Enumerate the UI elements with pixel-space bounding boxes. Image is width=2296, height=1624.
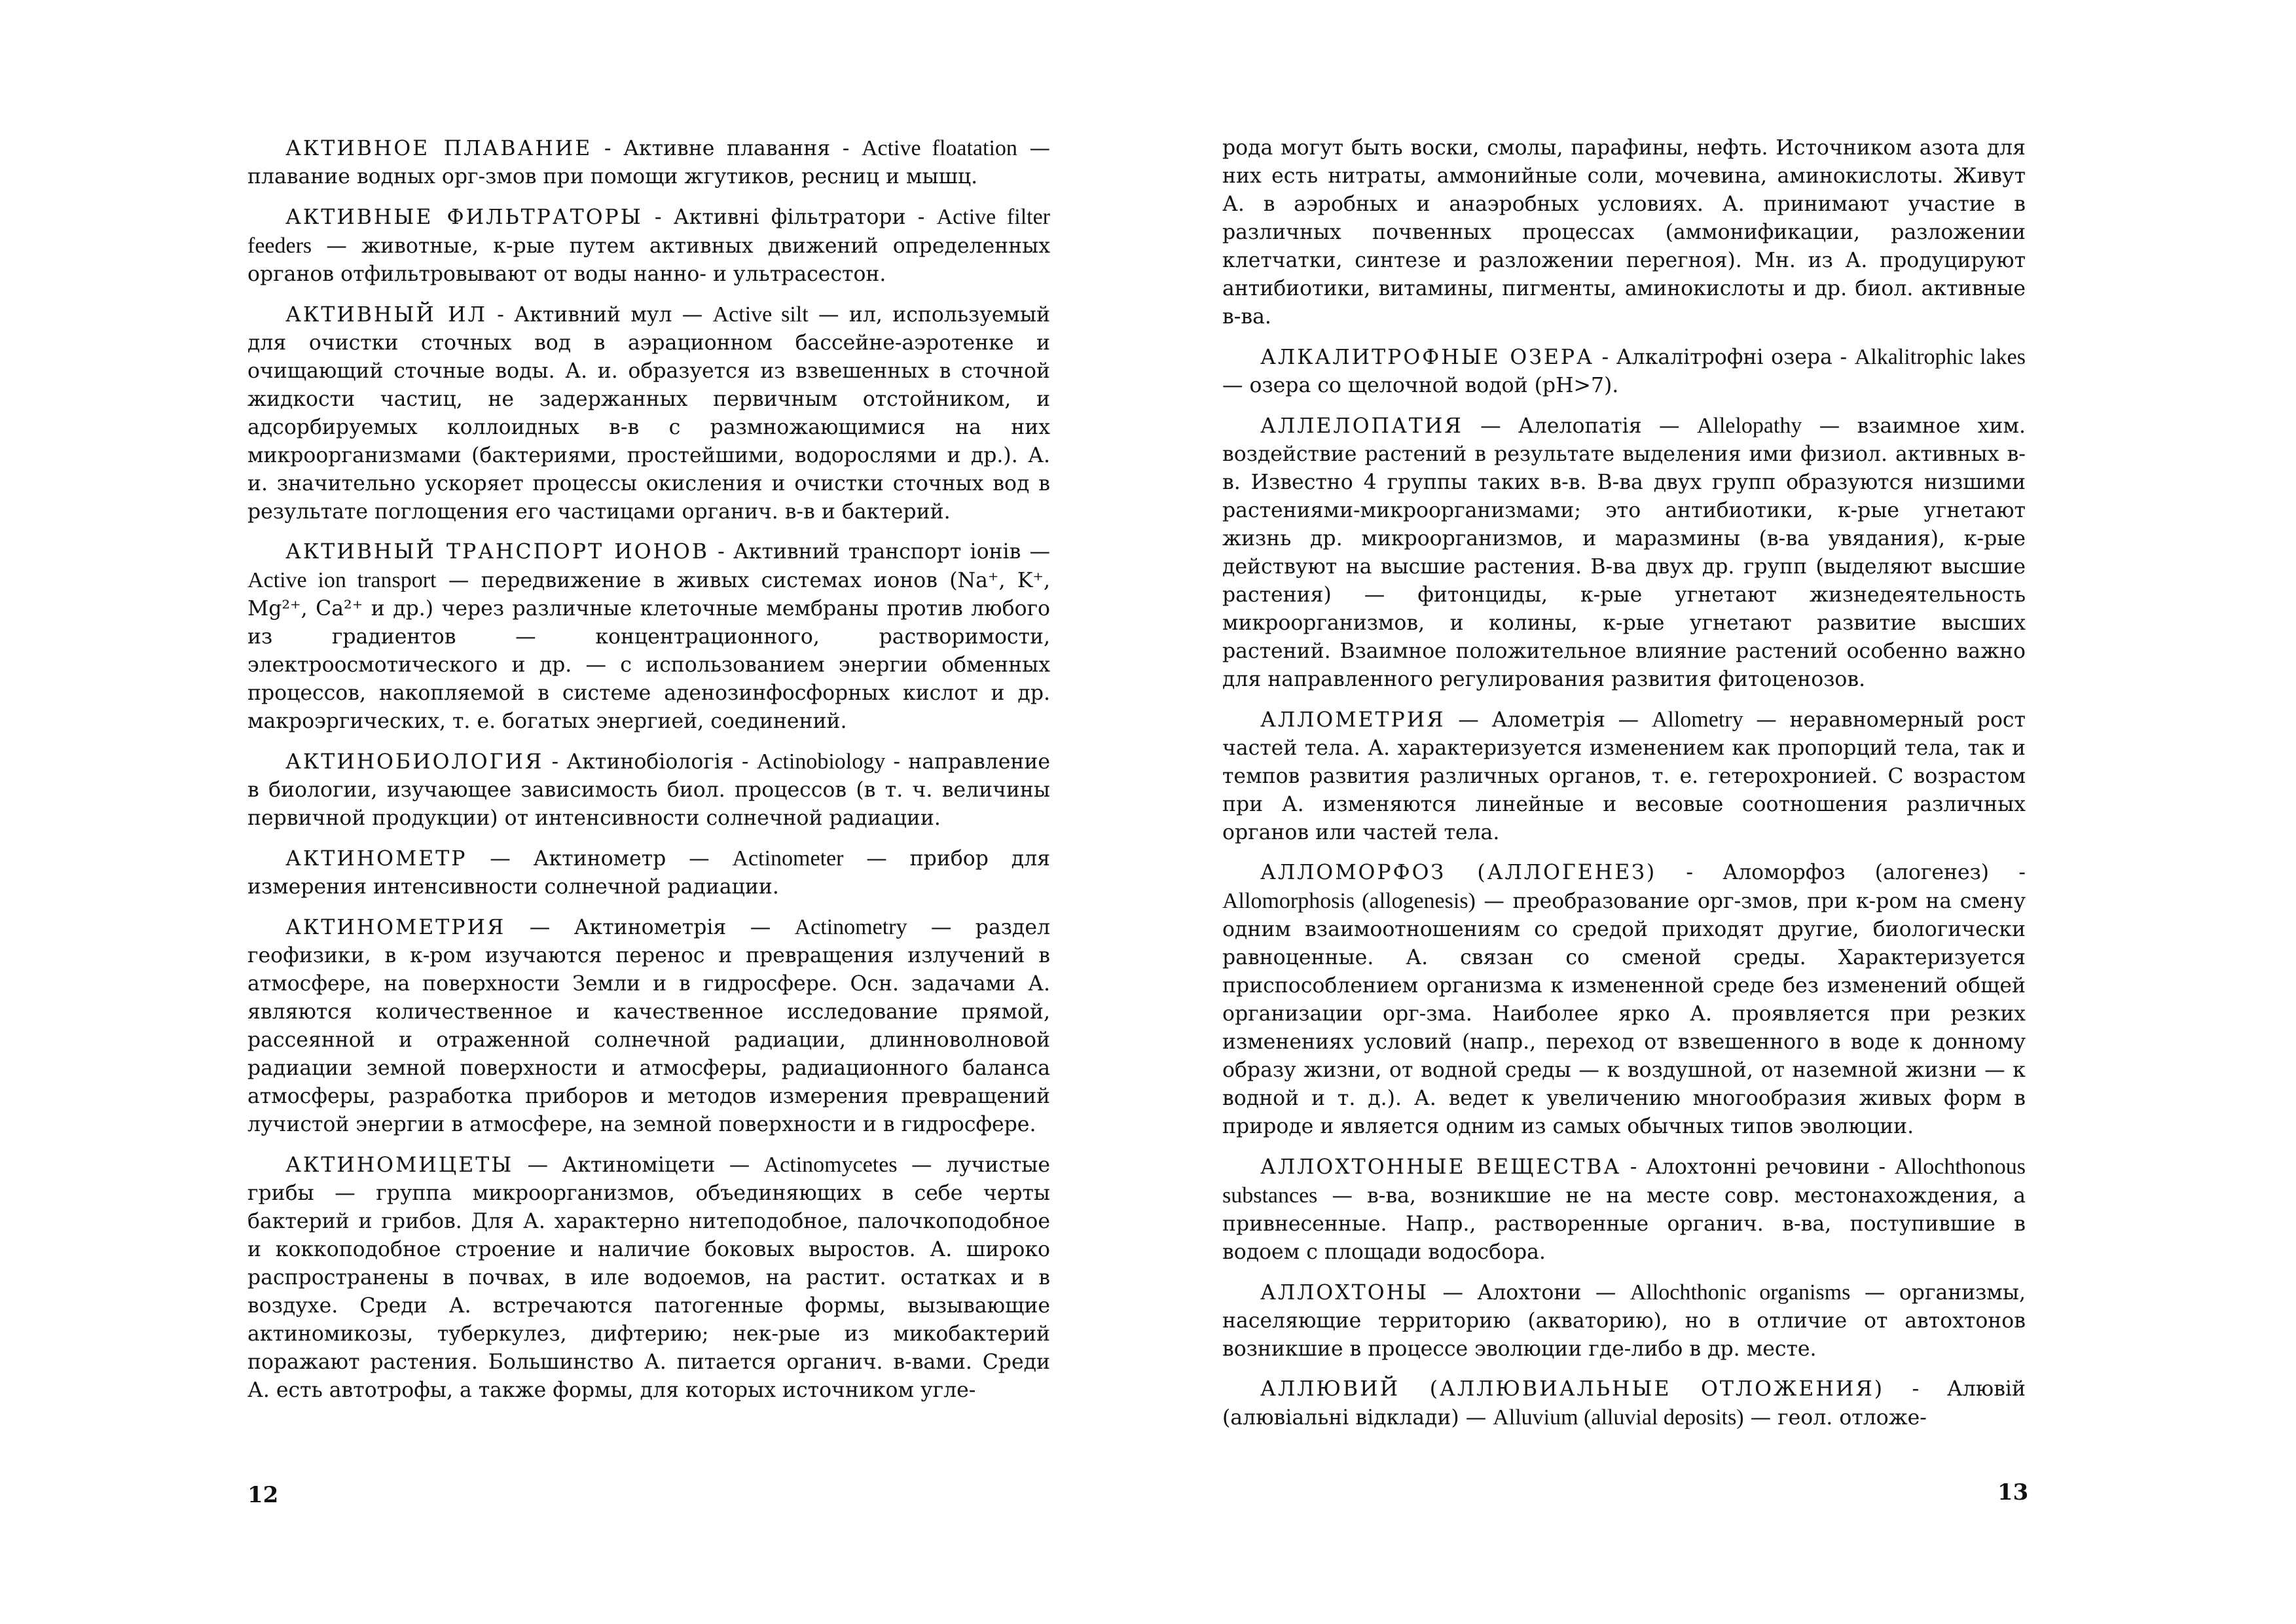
entry-ukrainian: — Алометрія — <box>1445 708 1652 732</box>
entry-headword: АЛЛОМОРФОЗ (АЛЛОГЕНЕЗ) <box>1260 861 1657 884</box>
entry-english: Alluvium (alluvial deposits) <box>1493 1405 1744 1430</box>
entry-headword: АЛЛОМЕТРИЯ <box>1260 708 1446 732</box>
entry-ukrainian: - Аломорфоз (алогенез) - <box>1656 861 2026 884</box>
entry-definition: — раздел геофизики, в к-ром изучаются перенос и превращения излучений в атмосфере, на поверхности Земли и в гидросфере. Осн. задачами А. являются количественное и качественное исследование прямой, рассеянной и отраженной солнечной радиации, длинноволновой радиации земной поверхности и атмосферы, радиационного баланса атмосферы, разработка приборов и методов измерения превращений лучистой энергии в атмосфере, на земной поверхности и в гидросфере. <box>247 916 1050 1136</box>
entry-definition: — взаимное хим. воздействие растений в результате выделения ими физиол. активных в-в. Известно 4 группы таких в-в. В-ва двух групп образуются низшими растениями-микроорганизмами; это антибиотики, к-рые угнетают жизнь др. микроорганизмов, и маразмины (в-ва увядания), к-рые действуют на высшие растения. В-ва двух др. групп (выделяют высшие растения) — фитонциды, к-рые угнетают жизнедеятельность микроорганизмов, и колины, к-рые угнетают развитие высших растений. Взаимное положительное влияние растений особенно важно для направленного регулирования развития фитоценозов. <box>1222 414 2026 691</box>
entry-allochthonous-substances <box>1222 1153 2026 1267</box>
entry-english: Allomorphosis (allogenesis) <box>1222 889 1476 913</box>
entry-definition: — лучистые грибы — группа микроорганизмов, объединяющих в себе черты бактерий и грибов. Для А. характерно нитеподобное, палочкоподобное и коккоподобное строение и наличие боковых выростов. А. широко распространены в почвах, в иле водоемов, на растит. остатках и в воздухе. Среди А. встречаются патогенные формы, вызывающие актиномикозы, туберкулез, дифтерию; нек-рые из микобактерий поражают растения. Большинство А. питается органич. в-вами. Среди А. есть автотрофы, а также формы, для которых источником угле- <box>247 1153 1051 1402</box>
entry-headword: АКТИНОМИЦЕТЫ <box>285 1153 514 1177</box>
page-number: 12 <box>247 1482 279 1508</box>
entry-headword: АЛКАЛИТРОФНЫЕ ОЗЕРА <box>1260 346 1594 369</box>
entry-active-ion-transport <box>247 538 1050 736</box>
entry-headword: АКТИВНОЕ ПЛАВАНИЕ <box>285 137 592 160</box>
entry-active-silt <box>247 300 1050 526</box>
entry-ukrainian: - Алохтонні речовини - <box>1621 1155 1895 1179</box>
entry-ukrainian: — Алелопатія — <box>1463 414 1697 438</box>
entry-english: Actinomycetes <box>763 1153 898 1177</box>
entry-definition: — озера со щелочной водой (pH>7). <box>1222 374 1619 397</box>
entry-active-swimming <box>247 134 1050 191</box>
entry-actinomycetes <box>247 1151 1050 1405</box>
entry-allometry <box>1222 706 2026 847</box>
entry-headword: АКТИВНЫЙ ТРАНСПОРТ ИОНОВ <box>285 540 709 564</box>
entry-definition: — прибор для измерения интенсивности солнечной радиации. <box>247 847 1050 899</box>
entry-english: Active ion transport <box>247 568 437 592</box>
entry-ukrainian: - Активний мул — <box>486 303 713 327</box>
entry-ukrainian: - Алкалітрофні озера - <box>1594 346 1855 369</box>
entry-english: Allometry <box>1651 708 1743 732</box>
entry-definition: — геол. отложе- <box>1743 1406 1927 1430</box>
entry-english: Allochthonic organisms <box>1630 1280 1851 1305</box>
entry-definition: — в-ва, возникшие не на месте совр. местонахождения, а привнесенные. Напр., растворенные органич. в-ва, поступившие в водоем с площади водосбора. <box>1222 1184 2026 1264</box>
entry-english: Active filter feeders <box>247 205 1050 258</box>
entry-ukrainian: - Активні фільтратори - <box>642 206 937 229</box>
entry-headword: АКТИНОБИОЛОГИЯ <box>285 750 544 774</box>
entry-headword: АКТИВНЫЕ ФИЛЬТРАТОРЫ <box>285 206 643 229</box>
entry-ukrainian: - Активний транспорт іонів — <box>708 540 1050 564</box>
entry-ukrainian: — Актинометрія — <box>505 916 795 939</box>
entry-definition: — преобразование орг-змов, при к-ром на смену одним взаимоотношениям со средой приходят другие, биологически равноценные. А. связан со сменой среды. Характеризуется приспособлением организма к измененной среде без изменений общей организации орг-зма. Наиболее ярко А. проявляется при резких изменениях условий (напр., переход от взвешенного в воде к донному образу жизни, от водной среды — к воздушной, от наземной жизни — к водной и т. д.). А. ведет к увеличению многообразия живых форм в природе и является одним из самых обычных типов эволюции. <box>1222 890 2026 1138</box>
entry-actinobiology <box>247 748 1050 833</box>
entry-english: Active floatation <box>861 136 1017 160</box>
entry-alkalitrophic-lakes <box>1222 343 2026 400</box>
entry-alluvium <box>1222 1375 2026 1432</box>
entry-english: Actinometry <box>794 915 907 939</box>
entry-ukrainian: — Актинометр — <box>467 847 733 871</box>
entry-ukrainian: - Активне плавання - <box>592 137 862 160</box>
entry-allelopathy <box>1222 412 2026 694</box>
entry-headword: АКТИВНЫЙ ИЛ <box>285 303 487 327</box>
entry-definition: — животные, к-рые путем активных движений определенных органов отфильтровывают от воды нанно- и ультрасестон. <box>247 234 1050 286</box>
entry-active-filter-feeders <box>247 203 1050 289</box>
entry-definition: - направление в биологии, изучающее зависимость биол. процессов (в т. ч. величины первичной продукции) от интенсивности солнечной радиации. <box>247 750 1050 830</box>
entry-headword: АЛЛЕЛОПАТИЯ <box>1260 414 1463 438</box>
entry-allomorphosis <box>1222 859 2026 1141</box>
entry-headword: АКТИНОМЕТРИЯ <box>285 916 506 939</box>
entry-ukrainian: — Актиноміцети — <box>513 1153 764 1177</box>
entry-english: Actinobiology <box>756 749 886 774</box>
entry-definition: — организмы, населяющие территорию (акваторию), но в отличие от автохтонов возникшие в процессе эволюции где-либо в др. месте. <box>1222 1281 2026 1361</box>
entry-ukrainian: - Алювій (алювіальні відклади) — <box>1222 1377 2026 1430</box>
entry-actinometer <box>247 844 1050 901</box>
right-text-column <box>1222 134 2026 1444</box>
entry-definition: — плавание водных орг-змов при помощи жгутиков, ресниц и мышц. <box>247 137 1050 189</box>
left-text-column <box>247 134 1050 1416</box>
entry-english: Alkalitrophic lakes <box>1854 345 2026 369</box>
entry-headword: АЛЛОХТОННЫЕ ВЕЩЕСТВА <box>1260 1155 1622 1179</box>
entry-english: Allelopathy <box>1696 414 1802 438</box>
entry-allochthons <box>1222 1278 2026 1363</box>
entry-headword: АКТИНОМЕТР <box>285 847 467 871</box>
entry-headword: АЛЛЮВИЙ (АЛЛЮВИАЛЬНЫЕ ОТЛОЖЕНИЯ) <box>1260 1377 1885 1401</box>
entry-actinometry <box>247 913 1050 1139</box>
entry-definition: — ил, используемый для очистки сточных вод в аэрационном бассейне-аэротенке и очищающий сточные воды. А. и. образуется из взвешенных в сточной жидкости частиц, не задержанных первичным отстойником, и адсорбируемых коллоидных в-в с размножающимися на них микроорганизмами (бактериями, простейшими, водорослями и др.). А. и. значительно ускоряет процессы окисления и очистки сточных вод в результате поглощения его частицами органич. в-в и бактерий. <box>247 303 1050 524</box>
right-page <box>1148 0 2296 1624</box>
entry-english: Allochthonous substances <box>1222 1155 2026 1208</box>
entry-definition: — неравномерный рост частей тела. А. характеризуется изменением как пропорций тела, так и темпов развития различных органов, т. е. гетерохронией. С возрастом при А. изменяются линейные и весовые соотношения различных органов или частей тела. <box>1222 708 2026 844</box>
entry-english: Active silt <box>712 302 809 327</box>
entry-headword: АЛЛОХТОНЫ <box>1260 1281 1429 1305</box>
page-number: 13 <box>1997 1479 2029 1506</box>
entry-ukrainian: — Алохтони — <box>1428 1281 1630 1305</box>
entry-continuation: рода могут быть воски, смолы, парафины, нефть. Источником азота для них есть нитраты, аммонийные соли, мочевина, аминокислоты. Живут А. в аэробных и анаэробных условиях. А. принимают участие в различных почвенных процессах (аммонификации, разложении клетчатки, синтезе и разложении перегноя). Мн. из А. продуцируют антибиотики, витамины, пигменты, аминокислоты и др. биол. активные в-ва. <box>1222 136 2026 329</box>
entry-definition: — передвижение в живых системах ионов (Na⁺, K⁺, Mg²⁺, Ca²⁺ и др.) через различные клеточные мембраны против любого из градиентов — концентрационного, растворимости, электроосмотического и др. — с использованием энергии обменных процессов, накопляемой в системе аденозинфосфорных кислот и др. макроэргических, т. е. богатых энергией, соединений. <box>247 569 1051 733</box>
entry-english: Actinometer <box>732 846 844 871</box>
entry-ukrainian: - Актинобіологія - <box>543 750 757 774</box>
